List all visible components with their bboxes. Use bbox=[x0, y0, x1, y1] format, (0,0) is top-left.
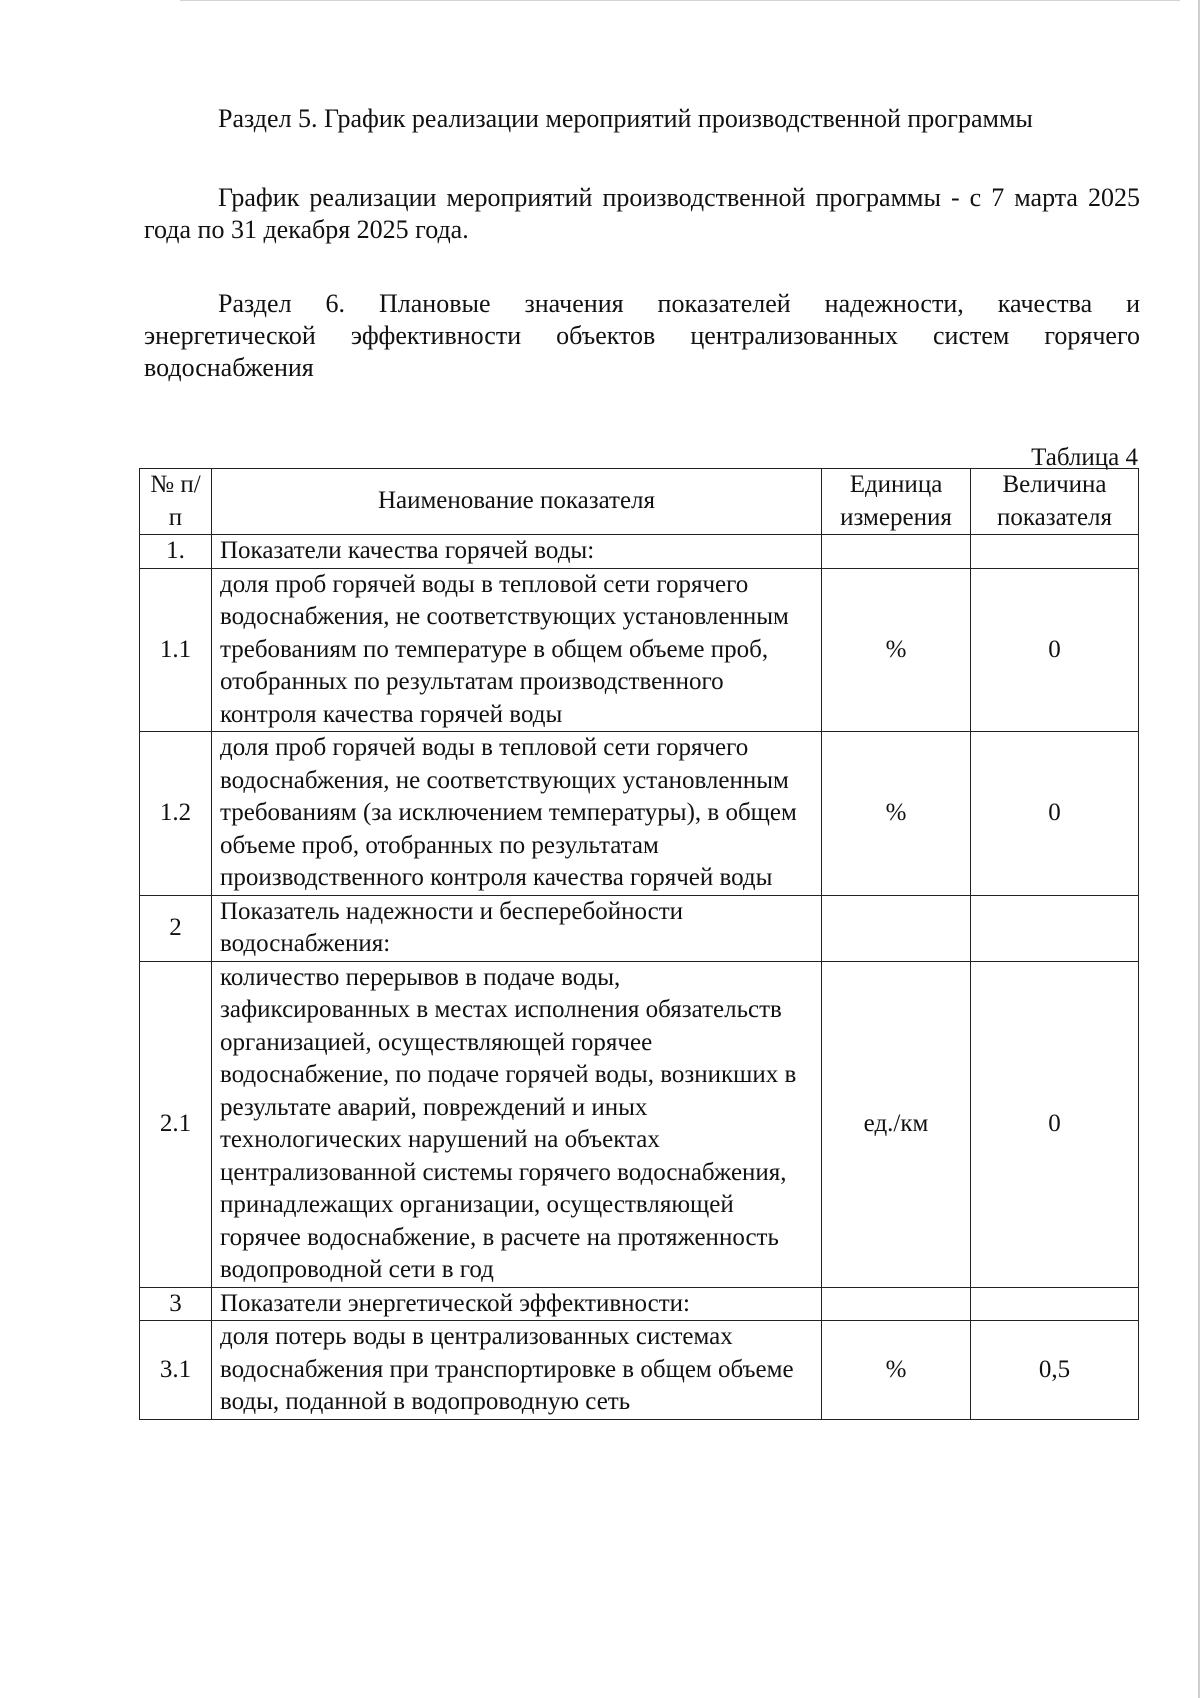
table-row bbox=[140, 535, 1139, 569]
table-row bbox=[140, 568, 1139, 732]
table-header-row bbox=[140, 469, 1139, 535]
row-unit: % bbox=[822, 568, 971, 732]
row-unit bbox=[822, 535, 971, 569]
row-name: доля потерь воды в централизованных системах водоснабжения при транспортировке в общем объеме воды, поданной в водопроводную сеть bbox=[212, 1321, 822, 1420]
row-value bbox=[971, 895, 1139, 961]
row-num: 3 bbox=[140, 1287, 212, 1321]
row-unit bbox=[822, 1287, 971, 1321]
table-row bbox=[140, 961, 1139, 1287]
row-value: 0 bbox=[971, 732, 1139, 896]
indicators-table bbox=[139, 468, 1139, 1420]
row-value bbox=[971, 535, 1139, 569]
row-num: 1.1 bbox=[140, 568, 212, 732]
header-name: Наименование показателя bbox=[212, 469, 822, 535]
table-row bbox=[140, 1287, 1139, 1321]
scan-top-edge bbox=[180, 0, 1180, 1]
row-name: Показатель надежности и бесперебойности водоснабжения: bbox=[212, 895, 822, 961]
header-value: Величина показателя bbox=[971, 469, 1139, 535]
table-row bbox=[140, 1321, 1139, 1420]
row-num: 1.2 bbox=[140, 732, 212, 896]
table-caption: Таблица 4 bbox=[1031, 444, 1138, 471]
row-name: Показатели энергетической эффективности: bbox=[212, 1287, 822, 1321]
row-value: 0,5 bbox=[971, 1321, 1139, 1420]
header-unit: Единица измерения bbox=[822, 469, 971, 535]
row-value: 0 bbox=[971, 568, 1139, 732]
row-value: 0 bbox=[971, 961, 1139, 1287]
row-unit bbox=[822, 895, 971, 961]
row-num: 1. bbox=[140, 535, 212, 569]
row-num: 2 bbox=[140, 895, 212, 961]
row-name: количество перерывов в подаче воды, зафиксированных в местах исполнения обязательств организацией, осуществляющей горячее водоснабжение, по подаче горячей воды, возникших в результате аварий, повреждений и иных технологических нарушений на объектах централизованной системы горячего водоснабжения, принадлежащих организации, осуществляющей горячее водоснабжение, в расчете на протяженность водопроводной сети в год bbox=[212, 961, 822, 1287]
row-unit: % bbox=[822, 732, 971, 896]
section-6-heading: Раздел 6. Плановые значения показателей надежности, качества и энергетической эффективности объектов централизованных систем горячего водоснабжения bbox=[144, 289, 1140, 382]
row-num: 2.1 bbox=[140, 961, 212, 1287]
row-name: доля проб горячей воды в тепловой сети горячего водоснабжения, не соответствующих установленным требованиям (за исключением температуры), в общем объеме проб, отобранных по результатам производственного контроля качества горячей воды bbox=[212, 732, 822, 896]
header-num: № п/п bbox=[140, 469, 212, 535]
section-5-text: График реализации мероприятий производственной программы - с 7 марта 2025 года по 31 декабря 2025 года. bbox=[144, 183, 1140, 244]
section-5-heading: Раздел 5. График реализации мероприятий производственной программы bbox=[218, 104, 1033, 133]
row-unit: % bbox=[822, 1321, 971, 1420]
table-row bbox=[140, 732, 1139, 896]
row-name: Показатели качества горячей воды: bbox=[212, 535, 822, 569]
row-value bbox=[971, 1287, 1139, 1321]
table-row bbox=[140, 895, 1139, 961]
row-name: доля проб горячей воды в тепловой сети горячего водоснабжения, не соответствующих установленным требованиям по температуре в общем объеме проб, отобранных по результатам производственного контроля качества горячей воды bbox=[212, 568, 822, 732]
row-num: 3.1 bbox=[140, 1321, 212, 1420]
row-unit: ед./км bbox=[822, 961, 971, 1287]
